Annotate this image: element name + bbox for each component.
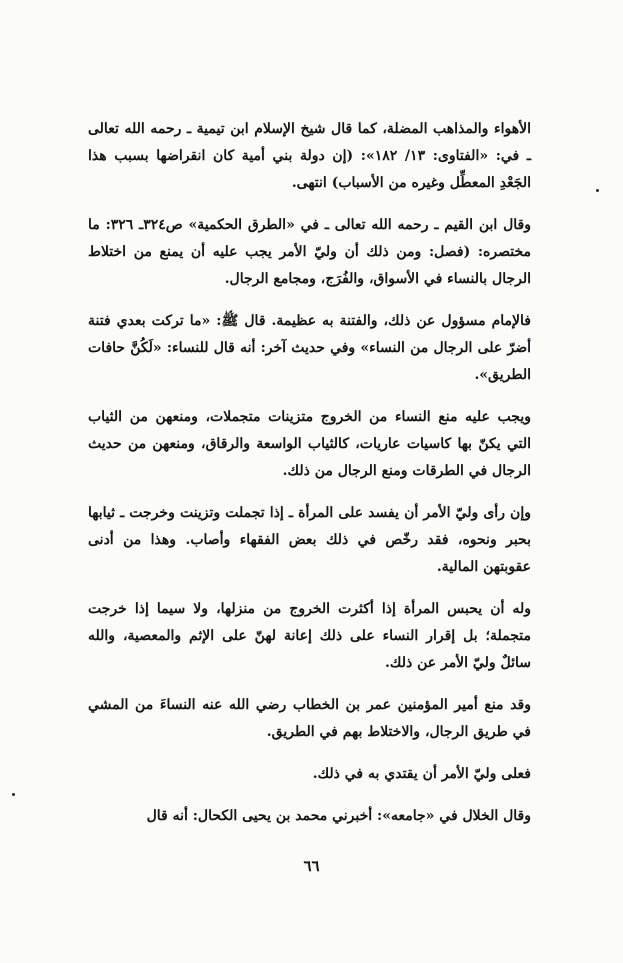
- scan-speck-1: [596, 189, 599, 192]
- page-body: [88, 116, 531, 845]
- paragraph-7: وقد منع أمير المؤمنين عمر بن الخطاب رضي الله عنه النساءَ من المشي في طريق الرجال، والاختلاط بهم في الطريق.: [88, 697, 531, 740]
- paragraph-2: وقال ابن القيم ـ رحمه الله تعالى ـ في «الطرق الحكمية» ص٣٢٤ـ ٣٢٦: ما مختصره: (فصل: ومن ذلك أن وليّ الأمر يجب عليه أن يمنع من اختلاط الرجال بالنساء في الأسواق، والفُرَج، ومجامع الرجال.: [88, 217, 531, 287]
- paragraph-4: ويجب عليه منع النساء من الخروج متزينات متجملات، ومنعهن من الثياب التي يكنّ بها كاسيات عاريات، كالثياب الواسعة والرقاق، ومنعهن من حديث الرجال في الطرقات ومنع الرجال من ذلك.: [88, 409, 531, 479]
- page-number: ٦٦: [303, 857, 320, 875]
- paragraph-8: فعلى وليّ الأمر أن يقتدي به في ذلك.: [312, 766, 531, 782]
- paragraph-3: فالإمام مسؤول عن ذلك، والفتنة به عظيمة. قال ﷺ: «ما تركت بعدي فتنة أضرّ على الرجال من النساء» وفي حديث آخر: أنه قال للنساء: «لَكُنَّ حافات الطريق».: [88, 313, 531, 383]
- scan-speck-2: [12, 793, 15, 796]
- paragraph-5: وإن رأى وليّ الأمر أن يفسد على المرأة ـ إذا تجملت وتزينت وخرجت ـ ثيابها بحبر ونحوه، فقد رخّص في ذلك بعض الفقهاء وأصاب. وهذا من أدنى عقوبتهن المالية.: [88, 505, 531, 575]
- paragraph-1: الأهواء والمذاهب المضلة، كما قال شيخ الإسلام ابن تيمية ـ رحمه الله تعالى ـ في: «الفتاوى: ١٣/ ١٨٢»: (إن دولة بني أمية كان انقراضها بسبب هذا الجَعْدِ المعطِّل وغيره من الأسباب) انتهى.: [88, 121, 531, 191]
- paragraph-9: وقال الخلال في «جامعه»: أخبرني محمد بن يحيى الكحال: أنه قال: [146, 808, 531, 824]
- paragraph-6: وله أن يحبس المرأة إذا أكثرت الخروج من منزلها، ولا سيما إذا خرجت متجملة؛ بل إقرار النساء على ذلك إعانة لهنّ على الإثم والمعصية، والله سائلٌ وليّ الأمر عن ذلك.: [88, 601, 531, 671]
